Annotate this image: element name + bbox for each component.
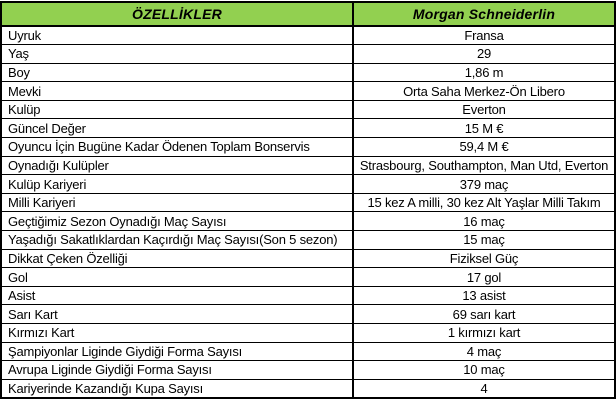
attribute-label: Şampiyonlar Liginde Giydiği Forma Sayısı <box>1 342 353 361</box>
attribute-value: Fransa <box>353 26 615 45</box>
table-row <box>1 63 615 82</box>
attribute-value: 1,86 m <box>353 63 615 82</box>
table-row <box>1 379 615 398</box>
table-row <box>1 305 615 324</box>
attribute-label: Yaş <box>1 45 353 64</box>
table-row <box>1 286 615 305</box>
table-row <box>1 249 615 268</box>
table-row <box>1 324 615 343</box>
table-row <box>1 119 615 138</box>
table-row <box>1 100 615 119</box>
table-row <box>1 212 615 231</box>
attribute-label: Uyruk <box>1 26 353 45</box>
player-stats-table <box>0 1 616 399</box>
attribute-value: 15 M € <box>353 119 615 138</box>
attribute-label: Kariyerinde Kazandığı Kupa Sayısı <box>1 379 353 398</box>
attribute-value: 29 <box>353 45 615 64</box>
table-row <box>1 45 615 64</box>
attribute-label: Asist <box>1 286 353 305</box>
attribute-label: Avrupa Liginde Giydiği Forma Sayısı <box>1 361 353 380</box>
table-row <box>1 156 615 175</box>
attribute-label: Geçtiğimiz Sezon Oynadığı Maç Sayısı <box>1 212 353 231</box>
attribute-label: Kulüp Kariyeri <box>1 175 353 194</box>
table-row <box>1 268 615 287</box>
table-row <box>1 175 615 194</box>
attribute-value: Everton <box>353 100 615 119</box>
attribute-label: Dikkat Çeken Özelliği <box>1 249 353 268</box>
table-row <box>1 342 615 361</box>
attribute-label: Sarı Kart <box>1 305 353 324</box>
attribute-label: Oynadığı Kulüpler <box>1 156 353 175</box>
attribute-value: 10 maç <box>353 361 615 380</box>
attribute-label: Kırmızı Kart <box>1 324 353 343</box>
attribute-value: 59,4 M € <box>353 138 615 157</box>
attribute-label: Gol <box>1 268 353 287</box>
attribute-label: Milli Kariyeri <box>1 193 353 212</box>
attribute-value: 4 maç <box>353 342 615 361</box>
attribute-value: 16 maç <box>353 212 615 231</box>
attribute-value: Strasbourg, Southampton, Man Utd, Everton <box>353 156 615 175</box>
attribute-label: Yaşadığı Sakatlıklardan Kaçırdığı Maç Sayısı(Son 5 sezon) <box>1 231 353 250</box>
attribute-value: 15 kez A milli, 30 kez Alt Yaşlar Milli Takım <box>353 193 615 212</box>
attribute-value: 17 gol <box>353 268 615 287</box>
attribute-value: 1 kırmızı kart <box>353 324 615 343</box>
table-header-row <box>1 2 615 26</box>
attribute-label: Güncel Değer <box>1 119 353 138</box>
attribute-value: 15 maç <box>353 231 615 250</box>
table-row <box>1 193 615 212</box>
table-row <box>1 26 615 45</box>
attribute-value: 13 asist <box>353 286 615 305</box>
attribute-value: 4 <box>353 379 615 398</box>
attribute-value: Orta Saha Merkez-Ön Libero <box>353 82 615 101</box>
attribute-value: Fiziksel Güç <box>353 249 615 268</box>
table-row <box>1 82 615 101</box>
features-header-cell: ÖZELLİKLER <box>1 2 353 26</box>
player-name-header-cell: Morgan Schneiderlin <box>353 2 615 26</box>
attribute-value: 379 maç <box>353 175 615 194</box>
table-row <box>1 361 615 380</box>
attribute-value: 69 sarı kart <box>353 305 615 324</box>
table-row <box>1 231 615 250</box>
attribute-label: Mevki <box>1 82 353 101</box>
attribute-label: Boy <box>1 63 353 82</box>
table-row <box>1 138 615 157</box>
attribute-label: Kulüp <box>1 100 353 119</box>
attribute-label: Oyuncu İçin Bugüne Kadar Ödenen Toplam Bonservis <box>1 138 353 157</box>
